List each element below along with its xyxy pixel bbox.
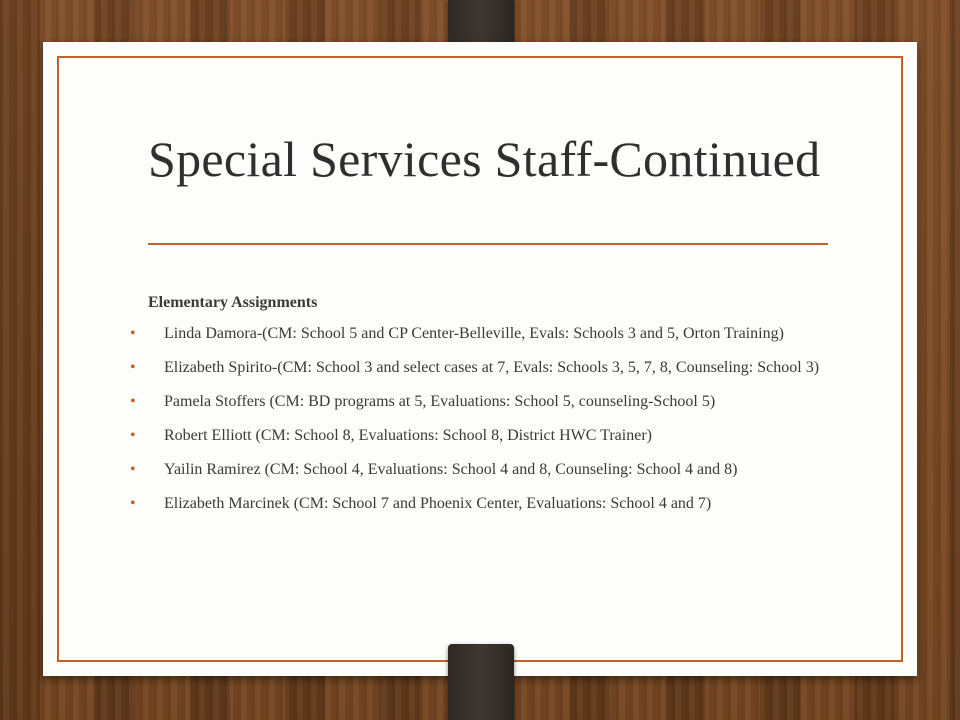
bullet-icon: • bbox=[130, 325, 136, 342]
bullet-icon: • bbox=[130, 461, 136, 478]
list-item-text: Yailin Ramirez (CM: School 4, Evaluations: School 4 and 8, Counseling: School 4 and 8) bbox=[164, 461, 738, 478]
list-item bbox=[130, 461, 828, 478]
list-item-text: Elizabeth Spirito-(CM: School 3 and select cases at 7, Evals: Schools 3, 5, 7, 8, Counseling: School 3) bbox=[164, 359, 820, 376]
assignment-list bbox=[130, 325, 828, 512]
slide-content bbox=[130, 294, 828, 529]
list-item bbox=[130, 393, 828, 410]
bullet-icon: • bbox=[130, 359, 136, 376]
list-item-text: Elizabeth Marcinek (CM: School 7 and Phoenix Center, Evaluations: School 4 and 7) bbox=[164, 495, 712, 512]
list-item-text: Pamela Stoffers (CM: BD programs at 5, Evaluations: School 5, counseling-School 5) bbox=[164, 393, 716, 410]
bullet-icon: • bbox=[130, 427, 136, 444]
list-item-text: Robert Elliott (CM: School 8, Evaluations: School 8, District HWC Trainer) bbox=[164, 427, 652, 444]
list-item bbox=[130, 427, 828, 444]
list-item bbox=[130, 495, 828, 512]
binder-strap-bottom bbox=[448, 644, 514, 720]
list-item bbox=[130, 325, 828, 342]
slide-title: Special Services Staff-Continued bbox=[148, 131, 821, 187]
bullet-icon: • bbox=[130, 495, 136, 512]
section-heading: Elementary Assignments bbox=[148, 294, 318, 311]
title-divider bbox=[148, 243, 828, 245]
list-item bbox=[130, 359, 828, 376]
bullet-icon: • bbox=[130, 393, 136, 410]
list-item-text: Linda Damora-(CM: School 5 and CP Center-Belleville, Evals: Schools 3 and 5, Orton Training) bbox=[164, 325, 784, 342]
